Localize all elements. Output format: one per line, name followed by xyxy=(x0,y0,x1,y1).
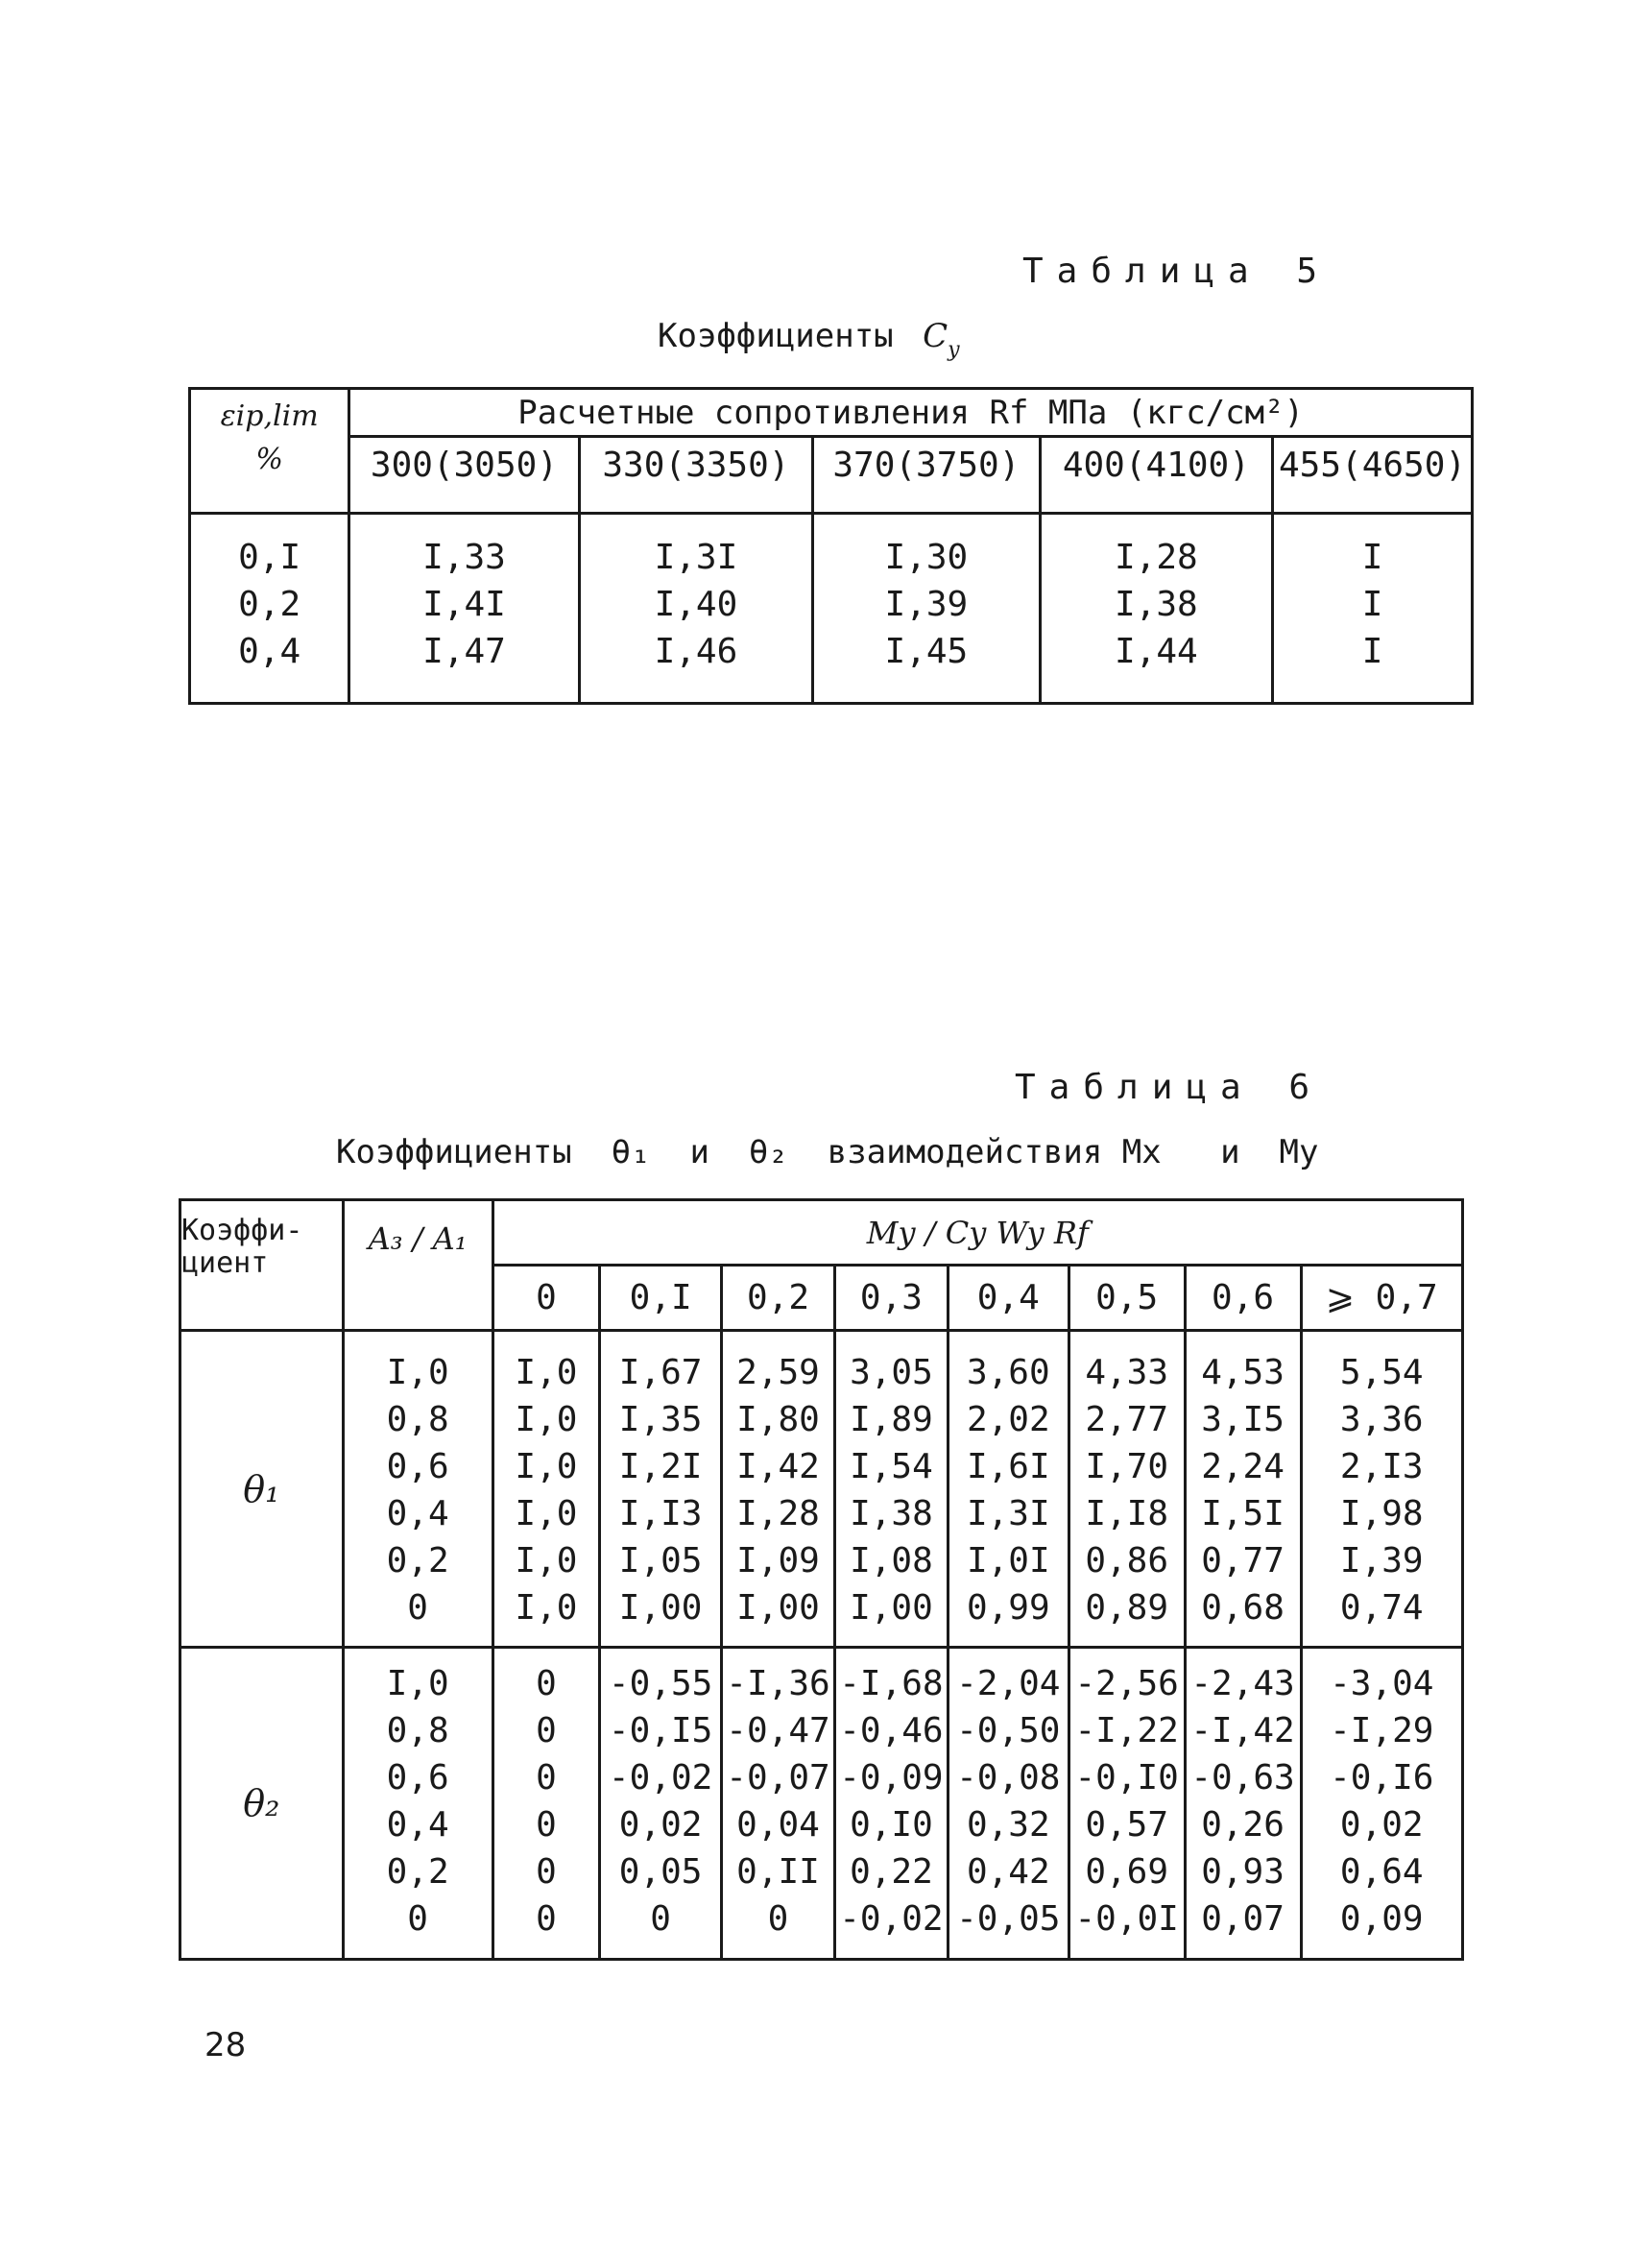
table6-ratio: 0 xyxy=(407,1899,428,1939)
table6-cell: 2,77 xyxy=(1085,1400,1169,1439)
table6-cell: I,54 xyxy=(850,1447,933,1486)
table6-ratio: 0,8 xyxy=(386,1400,449,1439)
table6-cell: -2,04 xyxy=(956,1664,1061,1703)
table6-ratio-column xyxy=(343,1648,492,1960)
table6-cell: 0,02 xyxy=(618,1805,703,1845)
table6-col-header: 0,4 xyxy=(948,1266,1069,1331)
table6-cell: 0 xyxy=(536,1899,557,1939)
table5-cell: I,46 xyxy=(654,632,738,671)
table5-cell: I,4I xyxy=(422,585,506,624)
table5-col-header: 400(4100) xyxy=(1040,437,1272,514)
table6-cell: I,0 xyxy=(515,1353,578,1392)
table6-title: Коэффициенты θ₁ и θ₂ взаимодействия Mx и My xyxy=(336,1133,1319,1171)
table6-cell: I,0 xyxy=(515,1588,578,1628)
page-number: 28 xyxy=(204,2026,247,2064)
table6-cell: -0,I5 xyxy=(608,1711,713,1750)
table6-cell: I,I3 xyxy=(618,1494,703,1533)
table6-cell: I,0 xyxy=(515,1494,578,1533)
table6-cell: -I,68 xyxy=(839,1664,944,1703)
table6-cell: I,05 xyxy=(618,1541,703,1580)
table5-cell: I,47 xyxy=(422,632,506,671)
table5-cell: I,3I xyxy=(654,538,738,577)
table5-value-column xyxy=(813,514,1041,704)
table5-caption: Таблица 5 xyxy=(1022,252,1332,291)
table6-value-column xyxy=(1185,1331,1301,1648)
table5-row-label: 0,2 xyxy=(238,585,301,624)
table5-value-column xyxy=(349,514,579,704)
table5-col-header: 300(3050) xyxy=(349,437,579,514)
table6-cell: 0 xyxy=(536,1852,557,1892)
table6-cell: I,I8 xyxy=(1085,1494,1169,1533)
table6-ratio-column xyxy=(343,1331,492,1648)
table6-value-column xyxy=(600,1648,722,1960)
table6-cell: I,39 xyxy=(1339,1541,1424,1580)
table5-row-labels xyxy=(190,514,349,704)
table6-cell: -0,02 xyxy=(608,1758,713,1798)
table6-value-column xyxy=(834,1331,948,1648)
table5-row-label: 0,4 xyxy=(238,632,301,671)
table6-cell: I,70 xyxy=(1085,1447,1169,1486)
table6-cell: -I,36 xyxy=(726,1664,830,1703)
table6-span-header: My / Cy Wy Rf xyxy=(492,1200,1462,1266)
table6-cell: I,42 xyxy=(736,1447,820,1486)
table6-cell: I,09 xyxy=(736,1541,820,1580)
table6-cell: 0,32 xyxy=(966,1805,1050,1845)
table6-cell: 3,36 xyxy=(1339,1400,1424,1439)
table6-cell: 3,05 xyxy=(850,1353,933,1392)
table6-cell: 0,74 xyxy=(1339,1588,1424,1628)
table6-col-header: 0,5 xyxy=(1069,1266,1185,1331)
table6-ratio: 0,2 xyxy=(386,1541,449,1580)
table6-cell: 2,59 xyxy=(736,1353,820,1392)
table6-cell: I,0 xyxy=(515,1447,578,1486)
table5-corner-header: εip,lim % xyxy=(190,389,349,514)
table6-cell: 0,05 xyxy=(618,1852,703,1892)
table6-cell: -0,I6 xyxy=(1330,1758,1434,1798)
table6-cell: 0 xyxy=(767,1899,789,1939)
table6-cell: 0,04 xyxy=(736,1805,820,1845)
table5-title-symbol: $C_y$ xyxy=(923,317,960,362)
table6-ratio: I,0 xyxy=(386,1664,449,1703)
table5-cell: I,30 xyxy=(884,538,969,577)
table5-cell: I xyxy=(1361,538,1383,577)
table6-cell: 0,07 xyxy=(1201,1899,1285,1939)
table6-cell: -0,55 xyxy=(608,1664,713,1703)
table5-title-text: Коэффициенты xyxy=(658,317,894,355)
table6-cell: -0,46 xyxy=(839,1711,944,1750)
table5-cell: I,44 xyxy=(1115,632,1198,671)
table6-cell: I,00 xyxy=(618,1588,703,1628)
table6-cell: I,35 xyxy=(618,1400,703,1439)
table6-cell: 3,I5 xyxy=(1201,1400,1285,1439)
table6-cell: 0,93 xyxy=(1201,1852,1285,1892)
table6-cell: -0,I0 xyxy=(1074,1758,1179,1798)
table6-cell: -0,02 xyxy=(839,1899,944,1939)
table6-cell: 0,II xyxy=(736,1852,820,1892)
table5-cell: I,40 xyxy=(654,585,738,624)
table6-cell: I,89 xyxy=(850,1400,933,1439)
table5-cell: I,45 xyxy=(884,632,969,671)
table6-col-header: ⩾ 0,7 xyxy=(1301,1266,1463,1331)
table5-span-header: Расчетные сопротивления Rf МПа (кгс/см²) xyxy=(349,389,1473,437)
table6-cell: 4,53 xyxy=(1201,1353,1285,1392)
table6-ratio: 0,4 xyxy=(386,1494,449,1533)
table6 xyxy=(179,1198,1464,1961)
table6-col-header: 0,3 xyxy=(834,1266,948,1331)
table6-cell: I,98 xyxy=(1339,1494,1424,1533)
table6-cell: 2,24 xyxy=(1201,1447,1285,1486)
table6-cell: 0 xyxy=(536,1711,557,1750)
table6-cell: 0 xyxy=(650,1899,671,1939)
table6-cell: -0,47 xyxy=(726,1711,830,1750)
table6-ratio-header: A₃ / A₁ xyxy=(343,1200,492,1331)
table6-value-column xyxy=(948,1648,1069,1960)
table5-cell: I,39 xyxy=(884,585,969,624)
table6-ratio: 0,6 xyxy=(386,1758,449,1798)
table6-cell: I,0I xyxy=(966,1541,1050,1580)
table6-coef-header: Коэффи- циент xyxy=(180,1200,344,1331)
table6-cell: 0 xyxy=(536,1758,557,1798)
table6-cell: 3,60 xyxy=(966,1353,1050,1392)
table6-cell: I,5I xyxy=(1201,1494,1285,1533)
table6-cell: I,2I xyxy=(618,1447,703,1486)
table6-cell: 4,33 xyxy=(1085,1353,1169,1392)
table6-cell: 0,77 xyxy=(1201,1541,1285,1580)
table6-col-header: 0,I xyxy=(600,1266,722,1331)
table6-col-header: 0,6 xyxy=(1185,1266,1301,1331)
table6-cell: 0,64 xyxy=(1339,1852,1424,1892)
table6-group-label: θ₁ xyxy=(180,1331,344,1648)
table5-col-header: 330(3350) xyxy=(579,437,812,514)
table6-cell: -0,05 xyxy=(956,1899,1061,1939)
table6-group-label: θ₂ xyxy=(180,1648,344,1960)
table6-value-column xyxy=(600,1331,722,1648)
table6-cell: -0,63 xyxy=(1190,1758,1295,1798)
table6-cell: 0,69 xyxy=(1085,1852,1169,1892)
table6-cell: 0,I0 xyxy=(850,1805,933,1845)
table6-value-column xyxy=(722,1331,835,1648)
table6-cell: I,80 xyxy=(736,1400,820,1439)
table6-ratio: 0,6 xyxy=(386,1447,449,1486)
table6-cell: -3,04 xyxy=(1330,1664,1434,1703)
table6-cell: 2,I3 xyxy=(1339,1447,1424,1486)
table6-cell: -0,09 xyxy=(839,1758,944,1798)
table6-cell: I,00 xyxy=(850,1588,933,1628)
table6-cell: -0,07 xyxy=(726,1758,830,1798)
table6-cell: -I,29 xyxy=(1330,1711,1434,1750)
table6-cell: 0,86 xyxy=(1085,1541,1169,1580)
table5-cell: I,38 xyxy=(1115,585,1198,624)
table6-cell: -0,0I xyxy=(1074,1899,1179,1939)
table6-ratio: I,0 xyxy=(386,1353,449,1392)
table5-cell: I xyxy=(1361,632,1383,671)
table6-cell: 0,99 xyxy=(966,1588,1050,1628)
table6-cell: I,6I xyxy=(966,1447,1050,1486)
table6-cell: 0,09 xyxy=(1339,1899,1424,1939)
table6-cell: I,08 xyxy=(850,1541,933,1580)
table5-col-header: 455(4650) xyxy=(1273,437,1473,514)
table6-caption: Таблица 6 xyxy=(1015,1068,1324,1107)
table6-value-column xyxy=(834,1648,948,1960)
table6-cell: 0,89 xyxy=(1085,1588,1169,1628)
table6-value-column xyxy=(1069,1648,1185,1960)
table6-col-header: 0 xyxy=(492,1266,600,1331)
table6-value-column xyxy=(1301,1331,1463,1648)
table5-row-label: 0,I xyxy=(238,538,301,577)
table6-cell: 0,02 xyxy=(1339,1805,1424,1845)
table6-col-header: 0,2 xyxy=(722,1266,835,1331)
table6-cell: I,28 xyxy=(736,1494,820,1533)
table6-value-column xyxy=(948,1331,1069,1648)
table6-cell: 0,26 xyxy=(1201,1805,1285,1845)
table6-cell: -2,56 xyxy=(1074,1664,1179,1703)
table5-cell: I,33 xyxy=(422,538,506,577)
table6-cell: 0 xyxy=(536,1664,557,1703)
table5-value-column xyxy=(579,514,812,704)
table6-ratio: 0,4 xyxy=(386,1805,449,1845)
table6-cell: 0,22 xyxy=(850,1852,933,1892)
table6-cell: 0 xyxy=(536,1805,557,1845)
table6-cell: I,38 xyxy=(850,1494,933,1533)
table6-cell: I,00 xyxy=(736,1588,820,1628)
table6-cell: -0,50 xyxy=(956,1711,1061,1750)
table5-value-column xyxy=(1040,514,1272,704)
table6-value-column xyxy=(1301,1648,1463,1960)
table5-title xyxy=(658,317,960,362)
table5-cell: I xyxy=(1361,585,1383,624)
table6-ratio: 0,2 xyxy=(386,1852,449,1892)
table6-value-column xyxy=(722,1648,835,1960)
table6-ratio: 0 xyxy=(407,1588,428,1628)
table6-value-column xyxy=(492,1648,600,1960)
table5-value-column xyxy=(1273,514,1473,704)
table6-cell: -2,43 xyxy=(1190,1664,1295,1703)
table6-value-column xyxy=(492,1331,600,1648)
table5 xyxy=(188,387,1474,705)
table6-cell: -I,42 xyxy=(1190,1711,1295,1750)
table5-cell: I,28 xyxy=(1115,538,1198,577)
table6-cell: 2,02 xyxy=(966,1400,1050,1439)
table6-value-column xyxy=(1185,1648,1301,1960)
table6-cell: I,0 xyxy=(515,1400,578,1439)
table6-cell: 0,57 xyxy=(1085,1805,1169,1845)
table6-cell: I,3I xyxy=(966,1494,1050,1533)
table6-value-column xyxy=(1069,1331,1185,1648)
table6-cell: -0,08 xyxy=(956,1758,1061,1798)
table6-cell: 0,42 xyxy=(966,1852,1050,1892)
table6-cell: -I,22 xyxy=(1074,1711,1179,1750)
table6-ratio: 0,8 xyxy=(386,1711,449,1750)
table5-col-header: 370(3750) xyxy=(813,437,1041,514)
table6-cell: I,67 xyxy=(618,1353,703,1392)
table6-cell: 0,68 xyxy=(1201,1588,1285,1628)
table6-cell: I,0 xyxy=(515,1541,578,1580)
table6-cell: 5,54 xyxy=(1339,1353,1424,1392)
